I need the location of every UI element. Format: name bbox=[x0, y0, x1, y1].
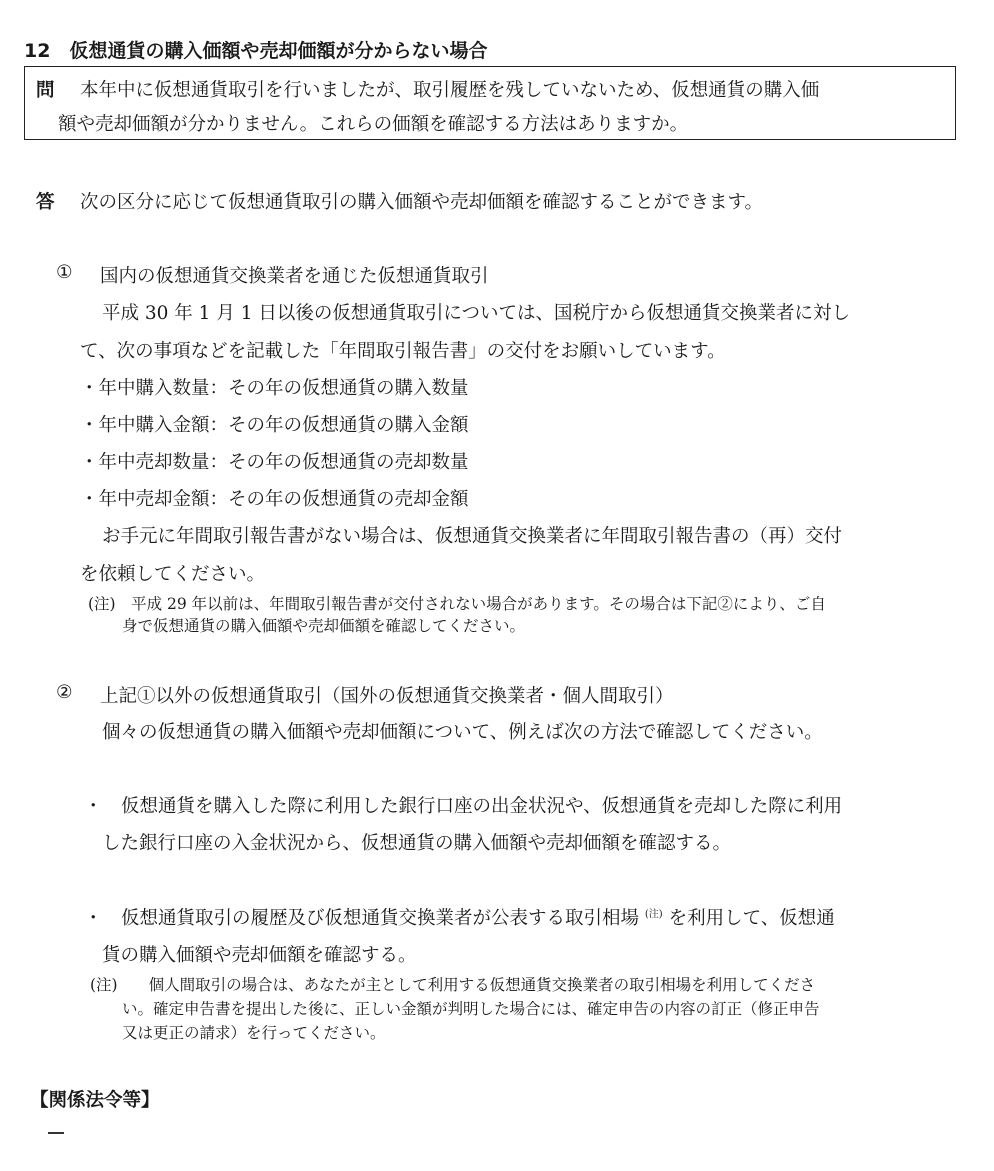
section2-bullet2-line1a: ・ 仮想通貨取引の履歴及び仮想通貨交換業者が公表する取引相場 bbox=[84, 908, 640, 929]
section2-bullet2-line1b: を利用して、仮想通 bbox=[668, 908, 835, 929]
related-laws-heading: 【関係法令等】 bbox=[30, 1090, 160, 1111]
section2-bullet2-line2: 貨の購入価額や売却価額を確認する。 bbox=[102, 945, 417, 966]
section1-para2-line2: を依頼してください。 bbox=[80, 564, 266, 585]
section1-note-line2: 身で仮想通貨の購入価額や売却価額を確認してください。 bbox=[122, 617, 526, 635]
section2-bullet2-line1 bbox=[84, 904, 835, 930]
page-title: 12 仮想通貨の購入価額や売却価額が分からない場合 bbox=[24, 40, 488, 62]
section1-para1-line2: て、次の事項などを記載した「年間取引報告書」の交付をお願いしています。 bbox=[80, 341, 726, 362]
section2-intro: 個々の仮想通貨の購入価額や売却価額について、例えば次の方法で確認してください。 bbox=[102, 722, 823, 743]
footnote-marker: (注) bbox=[644, 908, 663, 920]
question-text-line1: 本年中に仮想通貨取引を行いましたが、取引履歴を残していないため、仮想通貨の購入価 bbox=[80, 80, 820, 101]
related-laws-content bbox=[48, 1132, 64, 1134]
list-item: ・年中売却金額：その年の仮想通貨の売却金額 bbox=[80, 489, 469, 510]
section2-note-line1: (注) 個人間取引の場合は、あなたが主として利用する仮想通貨交換業者の取引相場を利用してくださ bbox=[90, 976, 816, 994]
section2-number: ② bbox=[56, 682, 73, 703]
list-item: ・年中売却数量：その年の仮想通貨の売却数量 bbox=[80, 452, 469, 473]
question-label: 問 bbox=[36, 80, 55, 101]
section1-para2-line1: お手元に年間取引報告書がない場合は、仮想通貨交換業者に年間取引報告書の（再）交付 bbox=[102, 526, 843, 547]
section2-note-line2: い。確定申告書を提出した後に、正しい金額が判明した場合には、確定申告の内容の訂正（修正申告 bbox=[122, 1000, 820, 1018]
section2-bullet1-line2: した銀行口座の入金状況から、仮想通貨の購入価額や売却価額を確認する。 bbox=[102, 833, 732, 854]
section2-note-line3: 又は更正の請求）を行ってください。 bbox=[122, 1024, 386, 1042]
section1-para1-line1: 平成 30 年 1 月 1 日以後の仮想通貨取引については、国税庁から仮想通貨交換業者に対し bbox=[102, 303, 850, 324]
list-item: ・年中購入数量：その年の仮想通貨の購入数量 bbox=[80, 378, 469, 399]
answer-text: 次の区分に応じて仮想通貨取引の購入価額や売却価額を確認することができます。 bbox=[80, 192, 764, 213]
section1-heading: 国内の仮想通貨交換業者を通じた仮想通貨取引 bbox=[100, 266, 489, 287]
section2-bullet1-line1: ・ 仮想通貨を購入した際に利用した銀行口座の出金状況や、仮想通貨を売却した際に利用 bbox=[84, 796, 843, 817]
section1-note-line1: (注) 平成 29 年以前は、年間取引報告書が交付されない場合があります。その場合は下記②により、ご自 bbox=[88, 595, 826, 613]
section1-number: ① bbox=[56, 262, 73, 283]
list-item: ・年中購入金額：その年の仮想通貨の購入金額 bbox=[80, 415, 469, 436]
answer-label: 答 bbox=[36, 192, 55, 213]
section2-heading: 上記①以外の仮想通貨取引（国外の仮想通貨交換業者・個人間取引） bbox=[100, 686, 674, 707]
question-text-line2: 額や売却価額が分かりません。これらの価額を確認する方法はありますか。 bbox=[58, 114, 689, 135]
